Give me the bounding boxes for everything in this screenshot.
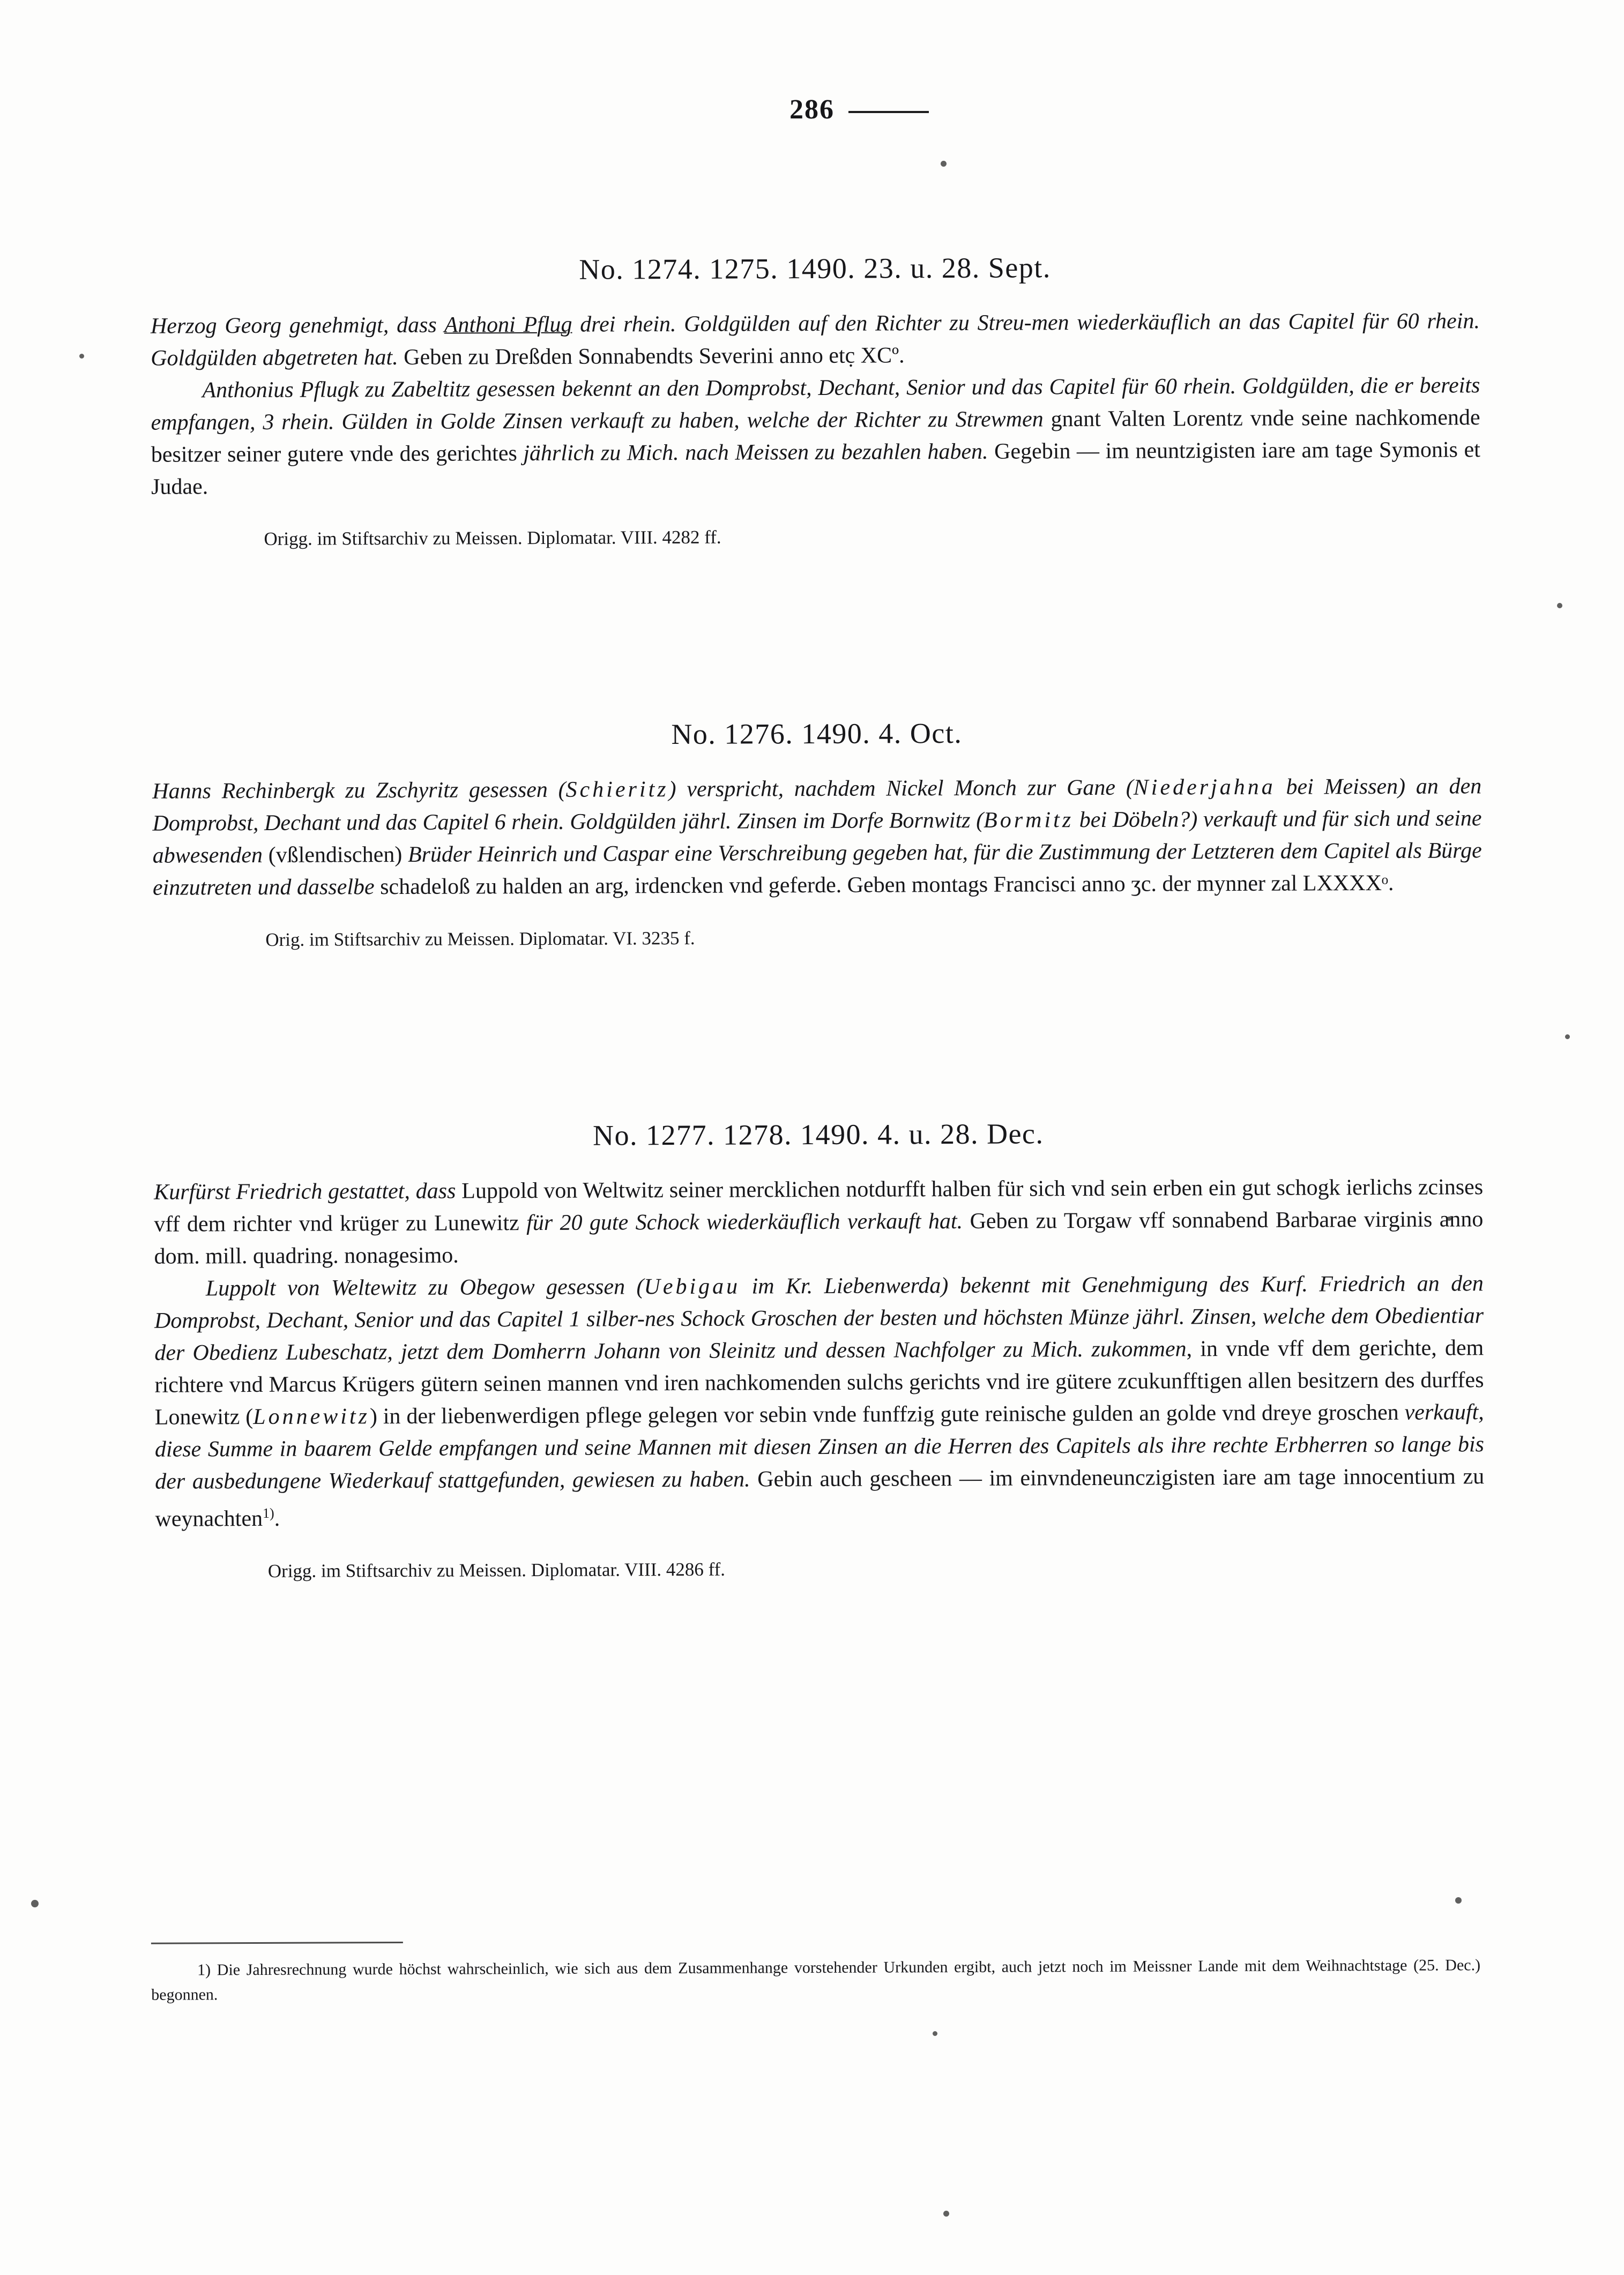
- entry-heading: No. 1276. 1490. 4. Oct.: [671, 717, 963, 751]
- footnote-marker: 1): [197, 1961, 211, 1979]
- text-run: zukommen: [1091, 1337, 1187, 1362]
- scan-speck: [1565, 1034, 1570, 1039]
- text-run: Geben zu Dreßden Sonnabendts Severini anno etc̣ XCº.: [398, 343, 905, 370]
- scan-speck: [79, 354, 84, 359]
- text-run: für 20 gute Schock wiederkäuflich verkauft hat.: [526, 1209, 963, 1236]
- scan-speck: [933, 2031, 937, 2036]
- entry-citation: Orig. im Stiftsarchiv zu Meissen. Diplomatar. VI. 3235 f.: [265, 927, 695, 950]
- footnote-divider: [151, 1942, 403, 1944]
- charter-entry: [152, 714, 1483, 954]
- entry-paragraph: [154, 1171, 1484, 1273]
- text-run: Luppolt von Weltewitz zu Obegow gesessen (: [205, 1274, 644, 1301]
- scan-speck: [943, 2211, 949, 2217]
- entry-heading: No. 1274. 1275. 1490. 23. u. 28. Sept.: [579, 251, 1051, 286]
- text-run: im Kr. Liebenwerda) bekennt mit Genehmigung des Kurf. Friedrich an den Domprobst, Dechant, Senior und das Capitel 1 silber-nes Schock Groschen der besten und höchsten Münze jährl. Zinsen, welche dem Obedientiar der Obedienz Lubeschatz, jetzt dem Domherrn Johann von Sleinitz und dessen Nachfolger zu Mich.: [154, 1271, 1484, 1366]
- text-run: Kurfürst Friedrich gestattet, dass: [154, 1178, 462, 1205]
- entry-heading: No. 1277. 1278. 1490. 4. u. 28. Dec.: [592, 1117, 1044, 1152]
- text-run: Gebin auch gescheen — im einvndeneunczigisten iare am tage innocentium zu weynachten: [155, 1464, 1485, 1532]
- scan-speck: [1455, 1897, 1462, 1904]
- entry-paragraph: [154, 1267, 1485, 1535]
- text-run: Anthonius Pflugk zu Zabeltitz gesessen bekennt an den Domprobst, Dechant, Senior und das Capitel für 60 rhein. Goldgülden, die er bereits empfangen, 3 rhein. Gülden in Golde Zinsen verkauft zu haben, welche der Richter zu Strewmen: [151, 373, 1480, 435]
- text-run-spaced: Bormitz: [984, 808, 1074, 833]
- charter-entry: [154, 1115, 1485, 1586]
- text-run-spaced: Lonnewitz: [253, 1404, 370, 1430]
- entry-paragraph: [151, 305, 1480, 375]
- text-run: Brüder Heinrich und Caspar eine Verschreibung gegeben hat, für die Zustimmung der Letzteren dem Capitel als Bürge einzutreten und dasselbe: [152, 838, 1482, 900]
- text-run: bei Döbeln?) verkauft und für sich und seine abwesenden: [152, 806, 1482, 868]
- text-run: jährlich zu Mich. nach Meissen zu bezahlen haben.: [523, 439, 988, 466]
- text-run: ) verspricht, nachdem Nickel Monch zur Gane (: [668, 775, 1134, 802]
- text-run: Herzog Georg genehmigt, dass: [150, 312, 444, 339]
- text-run: Hanns Rechinbergk zu Zschyritz gesessen (: [152, 777, 566, 804]
- text-column: [150, 0, 1485, 1586]
- entry-citation: Origg. im Stiftsarchiv zu Meissen. Diplomatar. VIII. 4286 ff.: [267, 1558, 726, 1582]
- charter-entry: [150, 249, 1480, 554]
- footnote-text: [151, 1953, 1480, 2008]
- text-run: gnant Valten Lorentz vnde seine nachkomende besitzer seiner gutere vnde des gerichtes: [151, 405, 1480, 467]
- footnote-body: Die Jahresrechnung wurde höchst wahrscheinlich, wie sich aus dem Zusammenhange vorstehender Urkunden ergibt, auch jetzt noch im Meissner Lande mit dem Weihnachtstage (25. Dec.) begonnen.: [151, 1956, 1481, 2004]
- text-run: Geben zu Torgaw vff sonnabend Barbarae virginis anno dom. mill. quadring. nonagesimo.: [154, 1207, 1484, 1269]
- entry-citation: Origg. im Stiftsarchiv zu Meissen. Diplomatar. VIII. 4282 ff.: [264, 526, 721, 549]
- scan-speck: [1557, 603, 1562, 608]
- text-run-spaced: Uebigau: [644, 1274, 741, 1300]
- text-run: ) in der liebenwerdigen pflege gelegen vor sebin vnde funffzig gute reinische gulden an golde vnd dreye groschen: [369, 1400, 1405, 1429]
- text-run: Luppold von Weltwitz seiner mercklichen notdurfft halben für sich vnd sein erben ein gut schogk ierlichs zcinses vff dem richter vnd krüger zu Lunewitz: [154, 1175, 1484, 1237]
- text-run: verkauft, diese Summe in baarem Gelde empfangen und seine Mannen mit diesen Zinsen an die Herren des Capitels als ihre rechte Erbherren so lange bis der ausbedungene Wiederkauf stattgefunden, gewiesen zu haben.: [154, 1400, 1485, 1494]
- text-run-spaced: Niederjahna: [1133, 774, 1276, 800]
- text-run: , in vnde vff dem gerichte, dem richtere vnd Marcus Krügers gütern seinen mannen vnd iren nachkomenden sulchs gerichts vnd ire gütere zcukunfftigen allen besitzern des durffes Lonewitz (: [154, 1336, 1484, 1430]
- entry-paragraph: [152, 770, 1482, 904]
- text-run: (vßlendischen): [268, 842, 408, 868]
- text-run: drei rhein. Goldgülden auf den Richter zu Streu-men wiederkäuflich an das Capitel für 60 rhein. Goldgülden abgetreten hat.: [151, 309, 1480, 371]
- text-run: bei Meissen) an den Domprobst, Dechant und das Capitel 6 rhein. Goldgülden jährl. Zinsen im Dorfe Bornwitz (: [152, 774, 1482, 836]
- footnote-block: [151, 1937, 1480, 2008]
- page-number: 286: [789, 94, 835, 125]
- text-run: Gegebin — im neuntzigisten iare am tage Symonis et Judae.: [151, 437, 1480, 499]
- text-run: .: [274, 1506, 280, 1531]
- footnote-marker-ref: 1): [262, 1505, 274, 1521]
- scan-speck: [31, 1900, 39, 1907]
- text-run-spaced: Schieritz: [565, 777, 669, 802]
- text-run-underlined: Anthoni Pflug: [444, 312, 572, 338]
- text-run: schadeloß zu halden an arg, irdencken vnd geferde. Geben montags Francisci anno ʒc. der mynner zal LXXXXᵒ.: [380, 870, 1394, 900]
- entry-paragraph: [151, 369, 1480, 503]
